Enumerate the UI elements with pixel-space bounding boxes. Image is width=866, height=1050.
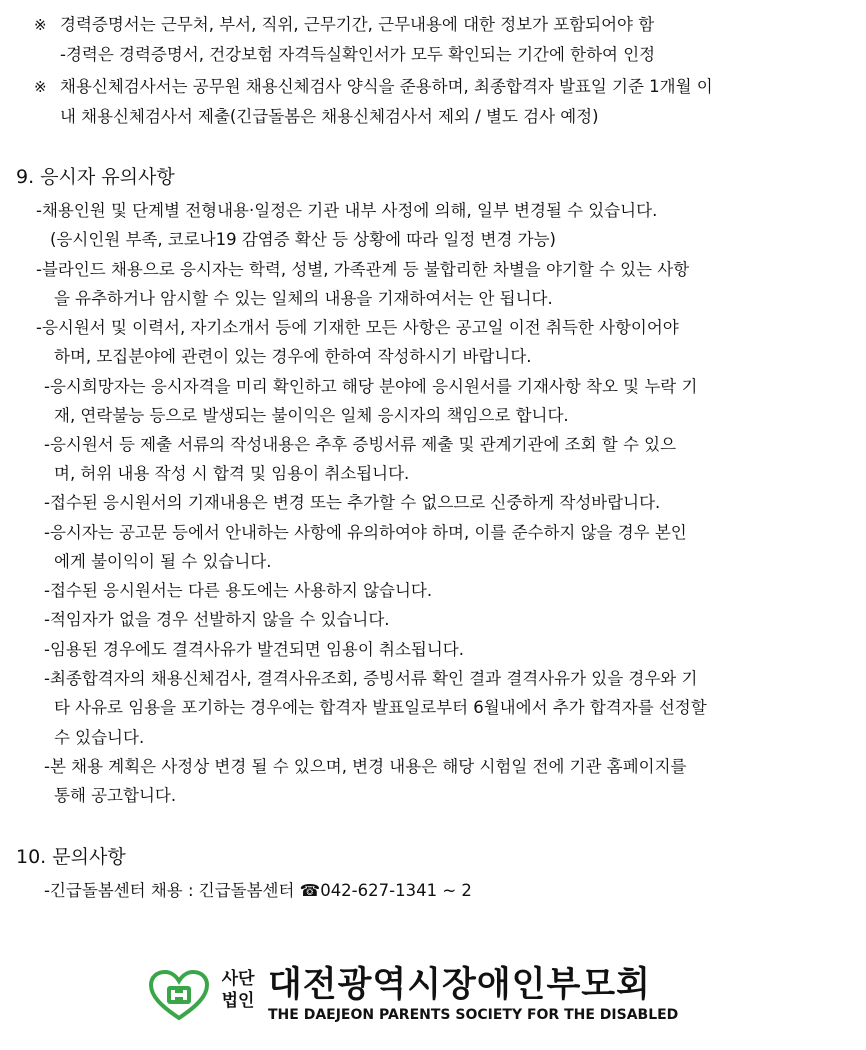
org-type-label [218,968,258,1012]
list-item-line: (응시인원 부족, 코로나19 감염증 확산 등 상황에 따라 일정 변경 가능) [50,230,556,249]
list-item-line: 수 있습니다. [54,728,145,747]
note-text: 내 채용신체검사서 제출(긴급돌봄은 채용신체검사서 제외 / 별도 검사 예정) [60,107,599,126]
list-item-line: -응시희망자는 응시자격을 미리 확인하고 해당 분야에 응시원서를 기재사항 착오 및 누락 기 [44,377,698,396]
list-item-line: -임용된 경우에도 결격사유가 발견되면 임용이 취소됩니다. [44,640,464,659]
contact-line: -긴급돌봄센터 채용 : 긴급돌봄센터 ☎042-627-1341 ~ 2 [44,881,472,900]
note-text: -경력은 경력증명서, 건강보험 자격득실확인서가 모두 확인되는 기간에 한하여 인정 [60,45,656,64]
note-text: 경력증명서는 근무처, 부서, 직위, 근무기간, 근무내용에 대한 정보가 포함되어야 함 [60,15,655,34]
list-item-line: 하며, 모집분야에 관련이 있는 경우에 한하여 작성하시기 바랍니다. [54,347,532,366]
list-item-line: -본 채용 계획은 사정상 변경 될 수 있으며, 변경 내용은 해당 시험일 전에 기관 홈페이지를 [44,757,687,776]
note-mark: ※ [34,78,47,96]
list-item-line: -블라인드 채용으로 응시자는 학력, 성별, 가족관계 등 불합리한 차별을 야기할 수 있는 사항 [36,260,690,279]
list-item-line: -응시원서 및 이력서, 자기소개서 등에 기재한 모든 사항은 공고일 이전 취득한 사항이어야 [36,318,679,337]
section-heading: 10. 문의사항 [16,846,126,868]
org-english-name: THE DAEJEON PARENTS SOCIETY FOR THE DISABLED [268,1007,679,1023]
org-type-top: 사단 [221,969,255,989]
list-item-line: -적임자가 없을 경우 선발하지 않을 수 있습니다. [44,610,390,629]
list-item-line: 을 유추하거나 암시할 수 있는 일체의 내용을 기재하여서는 안 됩니다. [54,289,553,308]
note-mark: ※ [34,16,47,34]
org-type-bottom: 법인 [221,991,255,1011]
list-item-line: 재, 연락불능 등으로 발생되는 불이익은 일체 응시자의 책임으로 합니다. [54,406,569,425]
list-item-line: -최종합격자의 채용신체검사, 결격사유조회, 증빙서류 확인 결과 결격사유가 있을 경우와 기 [44,669,698,688]
list-item-line: 며, 허위 내용 작성 시 합격 및 임용이 취소됩니다. [54,464,410,483]
list-item-line: -응시원서 등 제출 서류의 작성내용은 추후 증빙서류 제출 및 관계기관에 조회 할 수 있으 [44,435,677,454]
list-item-line: -응시자는 공고문 등에서 안내하는 사항에 유의하여야 하며, 이를 준수하지 않을 경우 본인 [44,523,687,542]
list-item-line: 타 사유로 임용을 포기하는 경우에는 합격자 발표일로부터 6월내에서 추가 합격자를 선정할 [54,698,707,717]
list-item-line: -채용인원 및 단계별 전형내용·일정은 기관 내부 사정에 의해, 일부 변경될 수 있습니다. [36,201,658,220]
section-heading: 9. 응시자 유의사항 [16,166,175,188]
list-item-line: -접수된 응시원서의 기재내용은 변경 또는 추가할 수 없으므로 신중하게 작성바랍니다. [44,493,661,512]
list-item-line: -접수된 응시원서는 다른 용도에는 사용하지 않습니다. [44,581,433,600]
note-text: 채용신체검사서는 공무원 채용신체검사 양식을 준용하며, 최종합격자 발표일 기준 1개월 이 [60,77,713,96]
org-name: 대전광역시장애인부모회 [268,965,651,1005]
list-item-line: 통해 공고합니다. [54,786,177,805]
list-item-line: 에게 불이익이 될 수 있습니다. [54,552,272,571]
heart-logo-icon [147,968,211,1022]
